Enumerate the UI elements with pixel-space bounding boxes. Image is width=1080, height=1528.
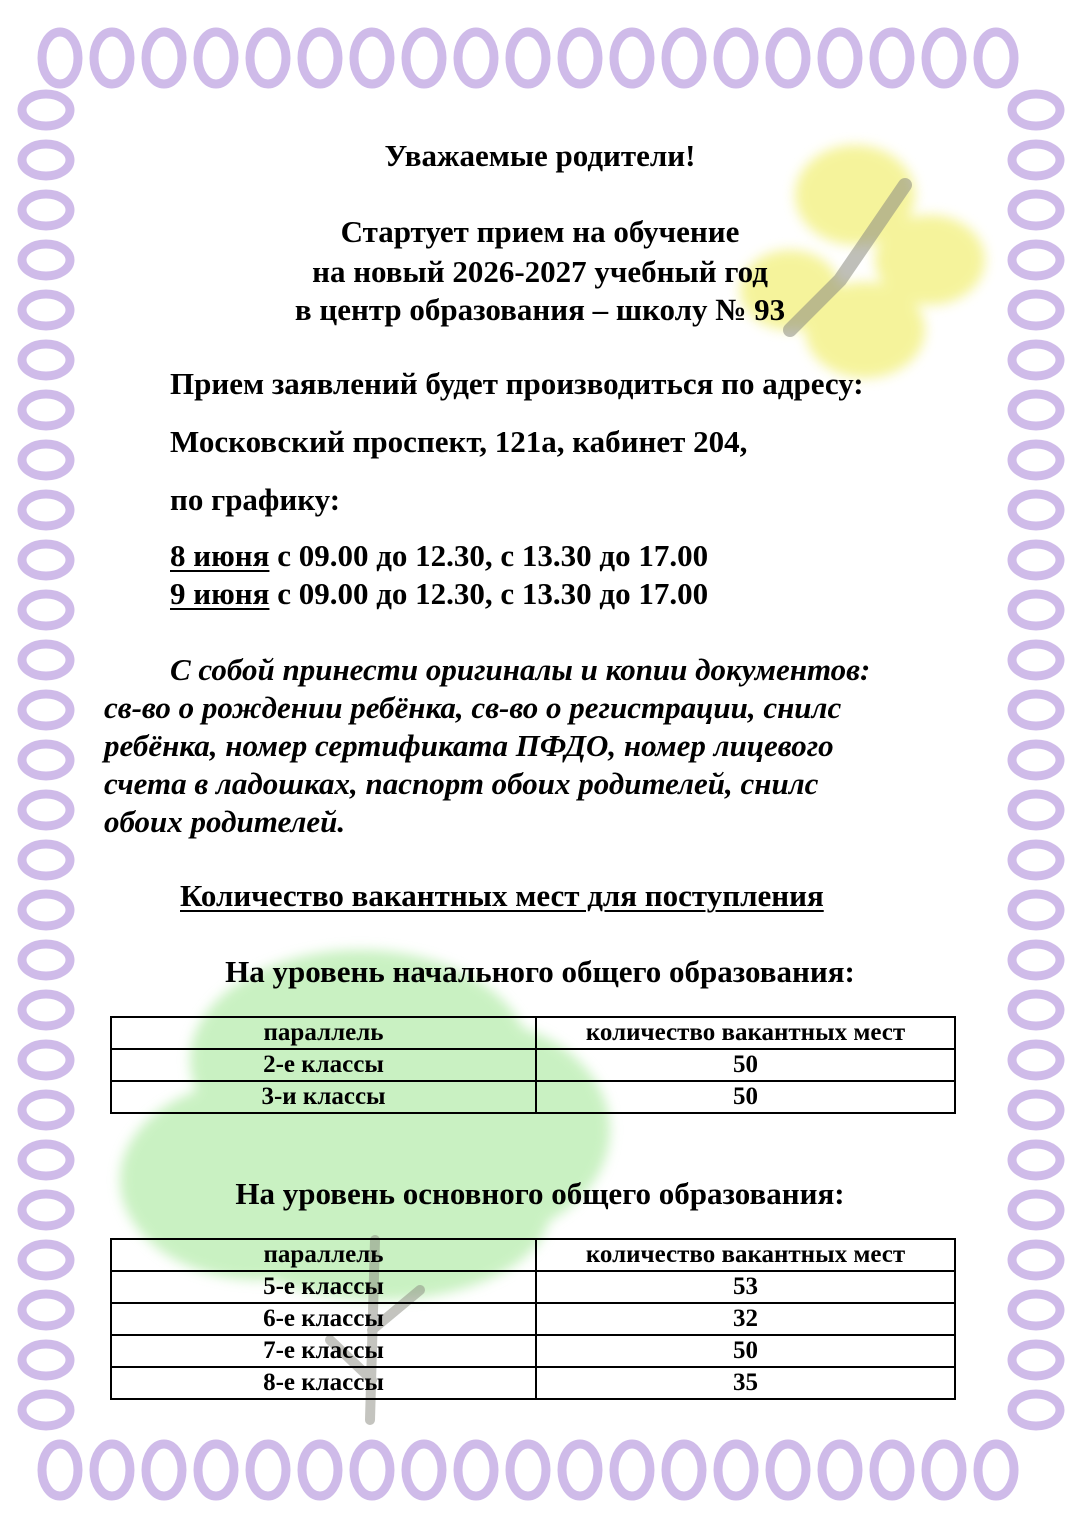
count-cell: 35 <box>536 1367 955 1399</box>
table-row <box>111 1049 955 1081</box>
column-header-count: количество вакантных мест <box>536 1017 955 1049</box>
table-row <box>111 1271 955 1303</box>
documents-line-2: св-во о рождении ребёнка, св-во о регистрации, снилс <box>104 690 842 725</box>
title-line-3: в центр образования – школу № 93 <box>294 292 786 327</box>
address-location: Московский проспект, 121а, кабинет 204, <box>170 424 748 459</box>
grade-cell: 7-е классы <box>111 1335 536 1367</box>
documents-line-4: счета в ладошках, паспорт обоих родителей, снилс <box>104 766 819 801</box>
column-header-grade: параллель <box>111 1017 536 1049</box>
primary-level-title: На уровень начального общего образования: <box>225 954 855 989</box>
table-row <box>111 1081 955 1113</box>
documents-line-5: обоих родителей. <box>104 804 346 839</box>
title-line-2: на новый 2026-2027 учебный год <box>312 254 768 289</box>
table-header-row <box>111 1239 955 1271</box>
column-header-grade: параллель <box>111 1239 536 1271</box>
schedule-hours-2: с 09.00 до 12.30, с 13.30 до 17.00 <box>269 576 709 611</box>
count-cell: 53 <box>536 1271 955 1303</box>
schedule-label: по графику: <box>170 482 341 517</box>
grade-cell: 5-е классы <box>111 1271 536 1303</box>
count-cell: 50 <box>536 1335 955 1367</box>
table-row <box>111 1303 955 1335</box>
count-cell: 50 <box>536 1049 955 1081</box>
primary-vacancies-table <box>110 1016 956 1114</box>
basic-level-title: На уровень основного общего образования: <box>235 1176 845 1211</box>
grade-cell: 3-и классы <box>111 1081 536 1113</box>
title-line-1: Стартует прием на обучение <box>340 214 740 249</box>
documents-line-3: ребёнка, номер сертификата ПФДО, номер лицевого <box>104 728 834 763</box>
schedule-date-1: 8 июня <box>170 538 270 573</box>
schedule-line-2 <box>170 576 708 612</box>
table-row <box>111 1335 955 1367</box>
documents-line-1: С собой принести оригиналы и копии документов: <box>170 652 871 687</box>
schedule-date-2: 9 июня <box>170 576 270 611</box>
grade-cell: 2-е классы <box>111 1049 536 1081</box>
schedule-line-1 <box>170 538 708 574</box>
table-row <box>111 1367 955 1399</box>
address-intro: Прием заявлений будет производиться по адресу: <box>170 366 864 401</box>
table-header-row <box>111 1017 955 1049</box>
grade-cell: 6-е классы <box>111 1303 536 1335</box>
basic-vacancies-table <box>110 1238 956 1400</box>
grade-cell: 8-е классы <box>111 1367 536 1399</box>
schedule-hours-1: с 09.00 до 12.30, с 13.30 до 17.00 <box>269 538 709 573</box>
vacancies-heading: Количество вакантных мест для поступления <box>180 878 824 913</box>
column-header-count: количество вакантных мест <box>536 1239 955 1271</box>
count-cell: 32 <box>536 1303 955 1335</box>
count-cell: 50 <box>536 1081 955 1113</box>
greeting: Уважаемые родители! <box>384 138 696 173</box>
